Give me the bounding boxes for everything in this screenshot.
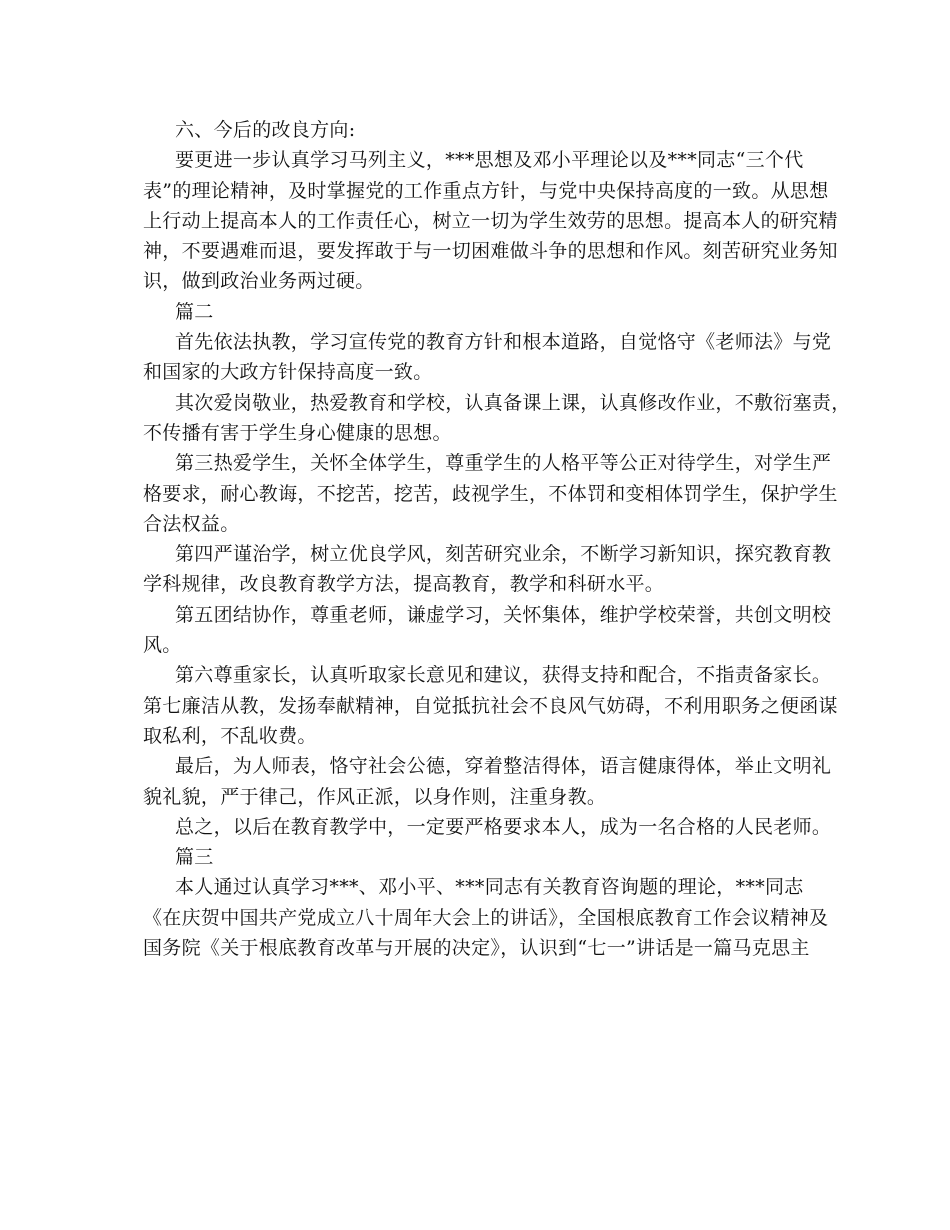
text-line: 《在庆贺中国共产党成立八十周年大会上的讲话》，全国根底教育工作会议精神及 bbox=[143, 906, 829, 929]
text-line: 国务院《关于根底教育改革与开展的决定》，认识到“七一”讲话是一篇马克思主 bbox=[143, 937, 810, 960]
text-line: 第三热爱学生，关怀全体学生，尊重学生的人格平等公正对待学生，对学生严 bbox=[175, 452, 832, 475]
text-line: 神，不要遇难而退，要发挥敢于与一切困难做斗争的思想和作风。刻苦研究业务知 bbox=[143, 240, 838, 263]
text-line: 学科规律，改良教育教学方法，提高教育，教学和科研水平。 bbox=[143, 573, 665, 596]
text-line: 识，做到政治业务两过硬。 bbox=[143, 270, 375, 293]
text-line: 格要求，耐心教诲，不挖苦，挖苦，歧视学生，不体罚和变相体罚学生，保护学生 bbox=[143, 482, 838, 505]
text-line: 风。 bbox=[143, 634, 182, 657]
text-line: 第四严谨治学，树立优良学风，刻苦研究业余，不断学习新知识，探究教育教 bbox=[175, 543, 832, 566]
text-line: 合法权益。 bbox=[143, 512, 240, 535]
text-line: 第七廉洁从教，发扬奉献精神，自觉抵抗社会不良风气妨碍，不利用职务之便函谋 bbox=[143, 694, 838, 717]
text-line: 本人通过认真学习***、邓小平、***同志有关教育咨询题的理论，***同志 bbox=[175, 876, 804, 899]
text-line: 篇二 bbox=[175, 300, 214, 323]
text-line: 要更进一步认真学习马列主义，***思想及邓小平理论以及***同志“三个代 bbox=[175, 149, 804, 172]
text-line: 六、今后的改良方向: bbox=[175, 119, 356, 141]
text-line: 首先依法执教，学习宣传党的教育方针和根本道路，自觉恪守《老师法》与党 bbox=[175, 331, 832, 354]
text-line: 表”的理论精神，及时掌握党的工作重点方针，与党中央保持高度的一致。从思想 bbox=[143, 179, 829, 202]
text-line: 不传播有害于学生身心健康的思想。 bbox=[143, 421, 452, 444]
text-line: 总之，以后在教育教学中，一定要严格要求本人，成为一名合格的人民老师。 bbox=[175, 815, 832, 838]
text-line: 取私利，不乱收费。 bbox=[143, 724, 317, 747]
text-line: 篇三 bbox=[175, 846, 214, 869]
text-line: 第五团结协作，尊重老师，谦虚学习，关怀集体，维护学校荣誉，共创文明校 bbox=[175, 603, 832, 626]
text-line: 和国家的大政方针保持高度一致。 bbox=[143, 361, 433, 384]
text-line: 其次爱岗敬业，热爱教育和学校，认真备课上课，认真修改作业，不敷衍塞责， bbox=[175, 391, 851, 414]
text-line: 第六尊重家长，认真听取家长意见和建议，获得支持和配合，不指责备家长。 bbox=[175, 664, 832, 687]
document-body bbox=[143, 115, 851, 963]
text-line: 貌礼貌，严于律己，作风正派，以身作则，注重身教。 bbox=[143, 785, 607, 808]
text-line: 上行动上提高本人的工作责任心，树立一切为学生效劳的思想。提高本人的研究精 bbox=[143, 209, 838, 232]
text-line: 最后，为人师表，恪守社会公德，穿着整洁得体，语言健康得体，举止文明礼 bbox=[175, 755, 832, 778]
